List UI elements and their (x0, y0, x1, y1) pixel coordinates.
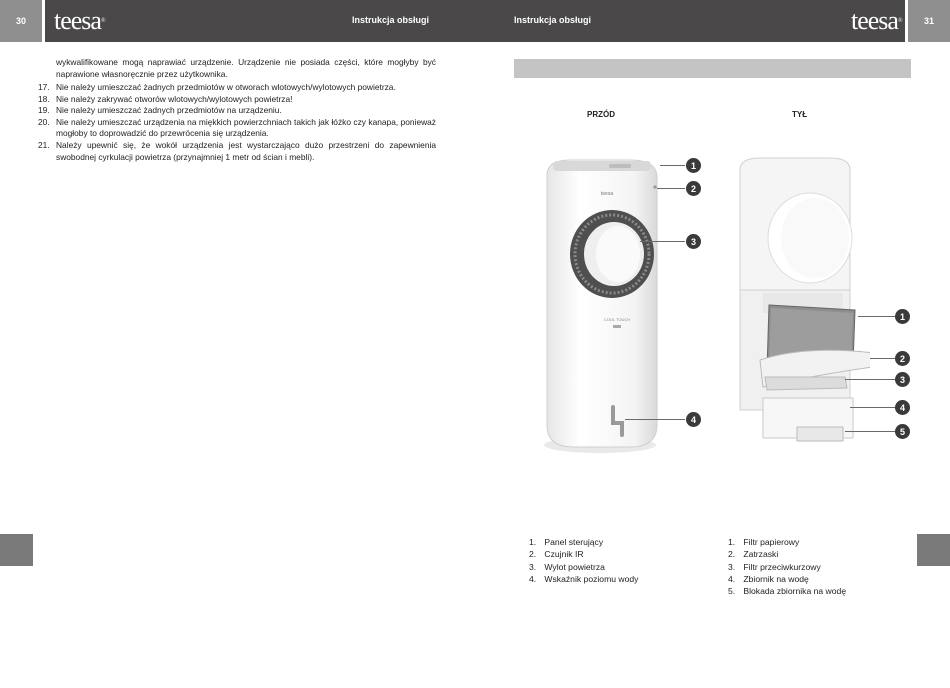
device-front-logo: teesa (600, 191, 614, 197)
front-label: PRZÓD (587, 110, 615, 119)
list-item (529, 573, 638, 585)
list-item (728, 536, 846, 548)
continuation-paragraph: wykwalifikowane mogą naprawiać urządzenie. Urządzenie nie posiada części, które mogłyby być naprawione własnoręcznie przez użytkownika. (56, 57, 436, 79)
callout-line (845, 379, 895, 380)
header-title-left: Instrukcja obsługi (352, 15, 430, 25)
side-tab-right (917, 534, 950, 566)
front-parts-list (529, 536, 638, 585)
list-item (529, 561, 638, 573)
part-number: 5. (728, 586, 736, 597)
part-name: Blokada zbiornika na wodę (743, 586, 847, 597)
part-number: 3. (529, 561, 537, 572)
part-number: 4. (529, 573, 537, 584)
list-number: 20. (38, 116, 50, 127)
device-back-illustration (735, 155, 870, 460)
list-item (529, 536, 638, 548)
list-item (20, 117, 436, 140)
list-text: Należy upewnić się, że wokół urządzenia jest wystarczająco dużo przestrzeni do zapewnienia swobodnej cyrkulacji powietrza (przynajmniej 1 metr od ścian i mebli). (56, 139, 436, 162)
part-name: Zatrzaski (743, 549, 779, 560)
callout-badge: 5 (895, 424, 910, 439)
part-name: Panel sterujący (544, 537, 604, 547)
list-item (20, 94, 436, 106)
list-number: 17. (38, 82, 50, 92)
list-number: 19. (38, 105, 50, 116)
list-item (20, 82, 436, 94)
callout-badge: 2 (895, 351, 910, 366)
part-number: 4. (728, 573, 736, 584)
list-text: Nie należy umieszczać żadnych przedmiotów na urządzeniu. (56, 105, 282, 116)
part-name: Wylot powietrza (544, 561, 605, 572)
part-number: 1. (728, 537, 736, 547)
part-name: Zbiornik na wodę (743, 573, 809, 584)
list-number: 18. (38, 93, 50, 104)
callout-line (640, 241, 685, 242)
header-title-right: Instrukcja obsługi (514, 15, 592, 25)
part-number: 2. (529, 549, 537, 560)
part-number: 1. (529, 537, 537, 547)
callout-line (625, 419, 685, 420)
part-name: Filtr papierowy (743, 537, 800, 547)
logo-text: teesa (54, 6, 101, 35)
device-front-model: COOL TOUCH (603, 317, 631, 322)
list-item (728, 585, 846, 597)
list-item (20, 105, 436, 117)
callout-badge: 1 (895, 309, 910, 324)
part-name: Filtr przeciwkurzowy (743, 561, 821, 572)
side-tab-left (0, 534, 33, 566)
device-front-illustration (535, 155, 670, 460)
callout-badge: 3 (686, 234, 701, 249)
callout-line (850, 407, 895, 408)
back-parts-list (728, 536, 846, 597)
list-item (728, 548, 846, 560)
callout-line (660, 165, 685, 166)
list-item (529, 548, 638, 560)
logo-mark: ® (100, 18, 106, 24)
part-number: 2. (728, 549, 736, 560)
callout-line (845, 431, 895, 432)
list-text: Nie należy umieszczać urządzenia na miękkich powierzchniach takich jak łóżko czy kanapa, ponieważ mogłoby to doprowadzić do przewrócenia się urządzenia. (56, 116, 436, 139)
page-number-left: 30 (0, 0, 42, 42)
part-number: 3. (728, 561, 736, 572)
back-label: TYŁ (792, 110, 808, 119)
teesa-logo-left (54, 6, 106, 36)
part-name: Wskaźnik poziomu wody (544, 573, 639, 584)
page-number-right: 31 (908, 0, 950, 42)
logo-mark: ® (897, 18, 903, 24)
callout-line (858, 316, 895, 317)
list-item (728, 573, 846, 585)
list-number: 21. (38, 139, 50, 150)
callout-badge: 4 (686, 412, 701, 427)
callout-badge: 3 (895, 372, 910, 387)
list-text: Nie należy umieszczać żadnych przedmiotów w otworach wlotowych/wylotowych powietrza. (56, 82, 396, 92)
list-item (20, 140, 436, 163)
list-item (728, 561, 846, 573)
header-bar (0, 0, 950, 42)
callout-badge: 1 (686, 158, 701, 173)
header-separator (42, 0, 45, 42)
callout-badge: 4 (895, 400, 910, 415)
teesa-logo-right (851, 6, 903, 36)
callout-line (657, 188, 685, 189)
part-name: Czujnik IR (544, 549, 584, 560)
callout-line (870, 358, 895, 359)
logo-text: teesa (851, 6, 898, 35)
section-heading-bar (514, 59, 911, 78)
safety-list (20, 82, 436, 163)
list-text: Nie należy zakrywać otworów wlotowych/wylotowych powietrza! (56, 93, 293, 104)
callout-badge: 2 (686, 181, 701, 196)
